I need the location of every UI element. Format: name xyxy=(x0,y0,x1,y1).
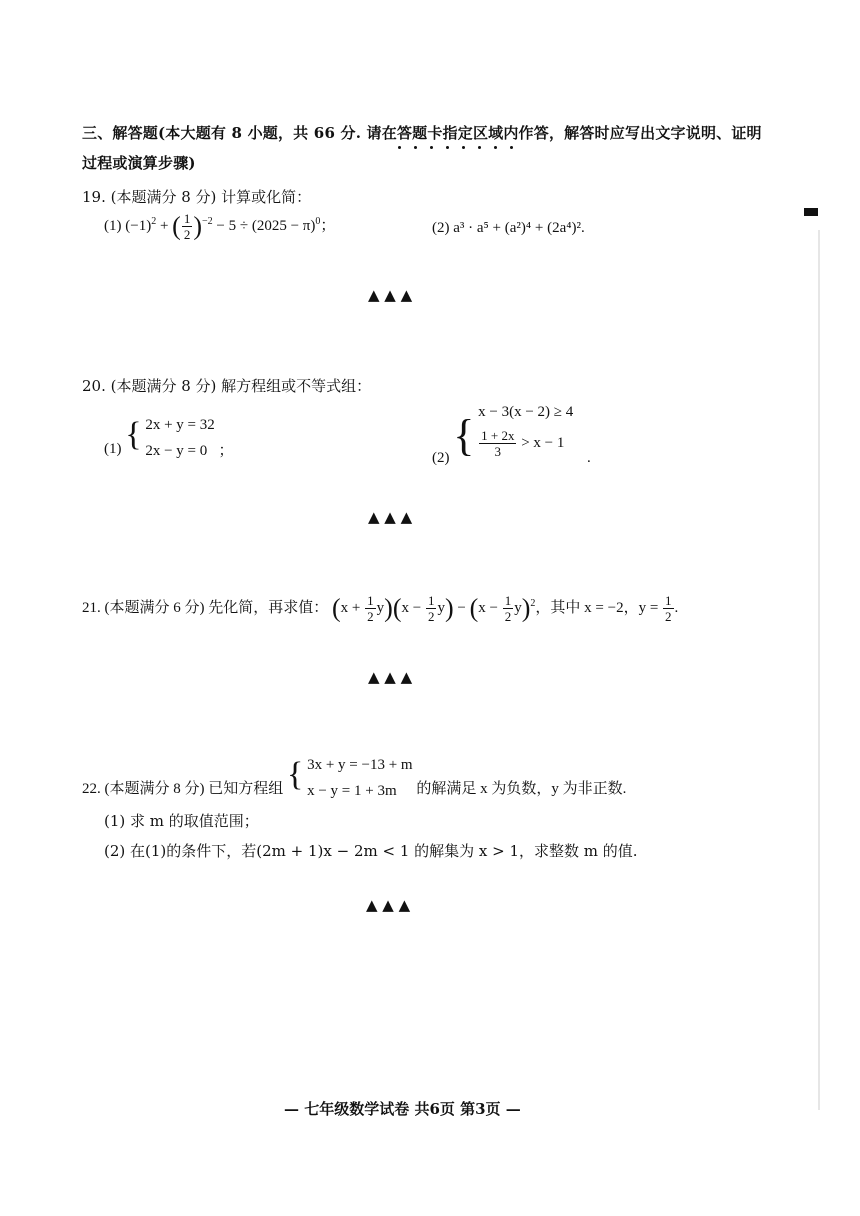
question-22 xyxy=(82,752,626,804)
emphasis-dot xyxy=(478,146,481,149)
equation-2: x − y = 1 + 3m xyxy=(307,783,397,799)
question-19-part-2 xyxy=(432,220,585,237)
scan-edge-line xyxy=(818,230,820,1110)
question-22-heading: 22. (本题满分 8 分) 已知方程组 xyxy=(82,781,284,797)
answer-area-marker: ▲ ▲ ▲ xyxy=(368,668,413,686)
inequality-2 xyxy=(478,428,573,459)
emphasis-dot xyxy=(430,146,433,149)
part-1-label: (1) xyxy=(104,217,122,234)
emphasis-dot xyxy=(462,146,465,149)
question-22-heading-tail: 的解满足 x 为负数，y 为非正数. xyxy=(416,781,627,797)
question-21: 21. (本题满分 6 分) 先化简，再求值： (x + $\frac{1}{2}$ y)(x − $\frac{1}{2}$ y) − (x − $\frac{1}{2}$ y)$^2$，其中 x = −2，y = $\frac{1}{2}$ . xyxy=(82,593,679,624)
answer-area-marker: ▲ ▲ ▲ xyxy=(368,508,413,526)
equation-system xyxy=(307,752,413,804)
emphasis-dot xyxy=(510,146,513,149)
inequality-2-denominator: 3 xyxy=(494,444,502,459)
question-20-heading: 20. (本题满分 8 分) 解方程组或不等式组： xyxy=(82,377,372,395)
section-title-continued: 过程或演算步骤) xyxy=(82,154,196,172)
emphasis-dot xyxy=(446,146,449,149)
inequality-system xyxy=(478,400,573,459)
emphasis-dot xyxy=(494,146,497,149)
question-19-part-1 xyxy=(104,211,335,242)
answer-area-marker: ▲ ▲ ▲ xyxy=(368,286,413,304)
question-22-sub-2: (2) 在(1)的条件下，若(2m + 1)x − 2m < 1 的解集为 x > 1，求整数 m 的值. xyxy=(104,842,638,860)
page-footer: — 七年级数学试卷 共6页 第3页 — xyxy=(284,1100,521,1118)
system-brace: { xyxy=(287,756,304,793)
emphasis-dot xyxy=(414,146,417,149)
answer-area-marker: ▲ ▲ ▲ xyxy=(366,896,411,914)
question-20-part-2 xyxy=(432,400,591,466)
system-brace: { xyxy=(125,416,142,453)
equation-2: 2x − y = 0 xyxy=(145,443,208,459)
part-2-end: . xyxy=(587,450,591,466)
inequality-2-rest: > x − 1 xyxy=(521,434,565,451)
question-22-sub-1: (1) 求 m 的取值范围； xyxy=(104,812,259,830)
system-brace: { xyxy=(453,411,475,460)
question-21-expression: (x + $\frac{1}{2}$ y)(x − $\frac{1}{2}$ y) − (x − $\frac{1}{2}$ y)$^2$ xyxy=(332,593,536,624)
inequality-2-numerator: 1 + 2x xyxy=(481,428,515,443)
inequality-1: x − 3(x − 2) ≥ 4 xyxy=(478,404,574,420)
part-2-label: (2) xyxy=(432,220,450,236)
emphasis-dot xyxy=(398,146,401,149)
equation-system xyxy=(145,412,214,464)
part-2-expression: a³ · a⁵ + (a²)⁴ + (2a⁴)². xyxy=(453,220,585,236)
question-21-tail: ，其中 x = −2，y = xyxy=(535,599,663,616)
question-21-heading: 21. (本题满分 6 分) 先化简，再求值： xyxy=(82,599,329,616)
y-value-fraction: $\frac{1}{2}$ xyxy=(665,593,672,624)
question-19-heading: 19. (本题满分 8 分) 计算或化简： xyxy=(82,188,312,206)
equation-1: 3x + y = −13 + m xyxy=(307,757,413,773)
question-20-part-1 xyxy=(104,412,234,464)
part-1-end: ； xyxy=(218,443,234,459)
scan-edge-mark xyxy=(804,208,818,216)
equation-1: 2x + y = 32 xyxy=(145,417,215,433)
part-1-label: (1) xyxy=(104,441,122,457)
part-1-expression: $(-1)^2$ + ( $\frac{1}{2}$ )$^{-2} - 5 \div (2025 - \pi)^0$； xyxy=(125,211,336,242)
section-title: 三、解答题(本大题有 8 小题，共 66 分. 请在答题卡指定区域内作答，解答时应写出文字说明、证明 xyxy=(82,124,762,142)
part-2-label: (2) xyxy=(432,450,450,466)
